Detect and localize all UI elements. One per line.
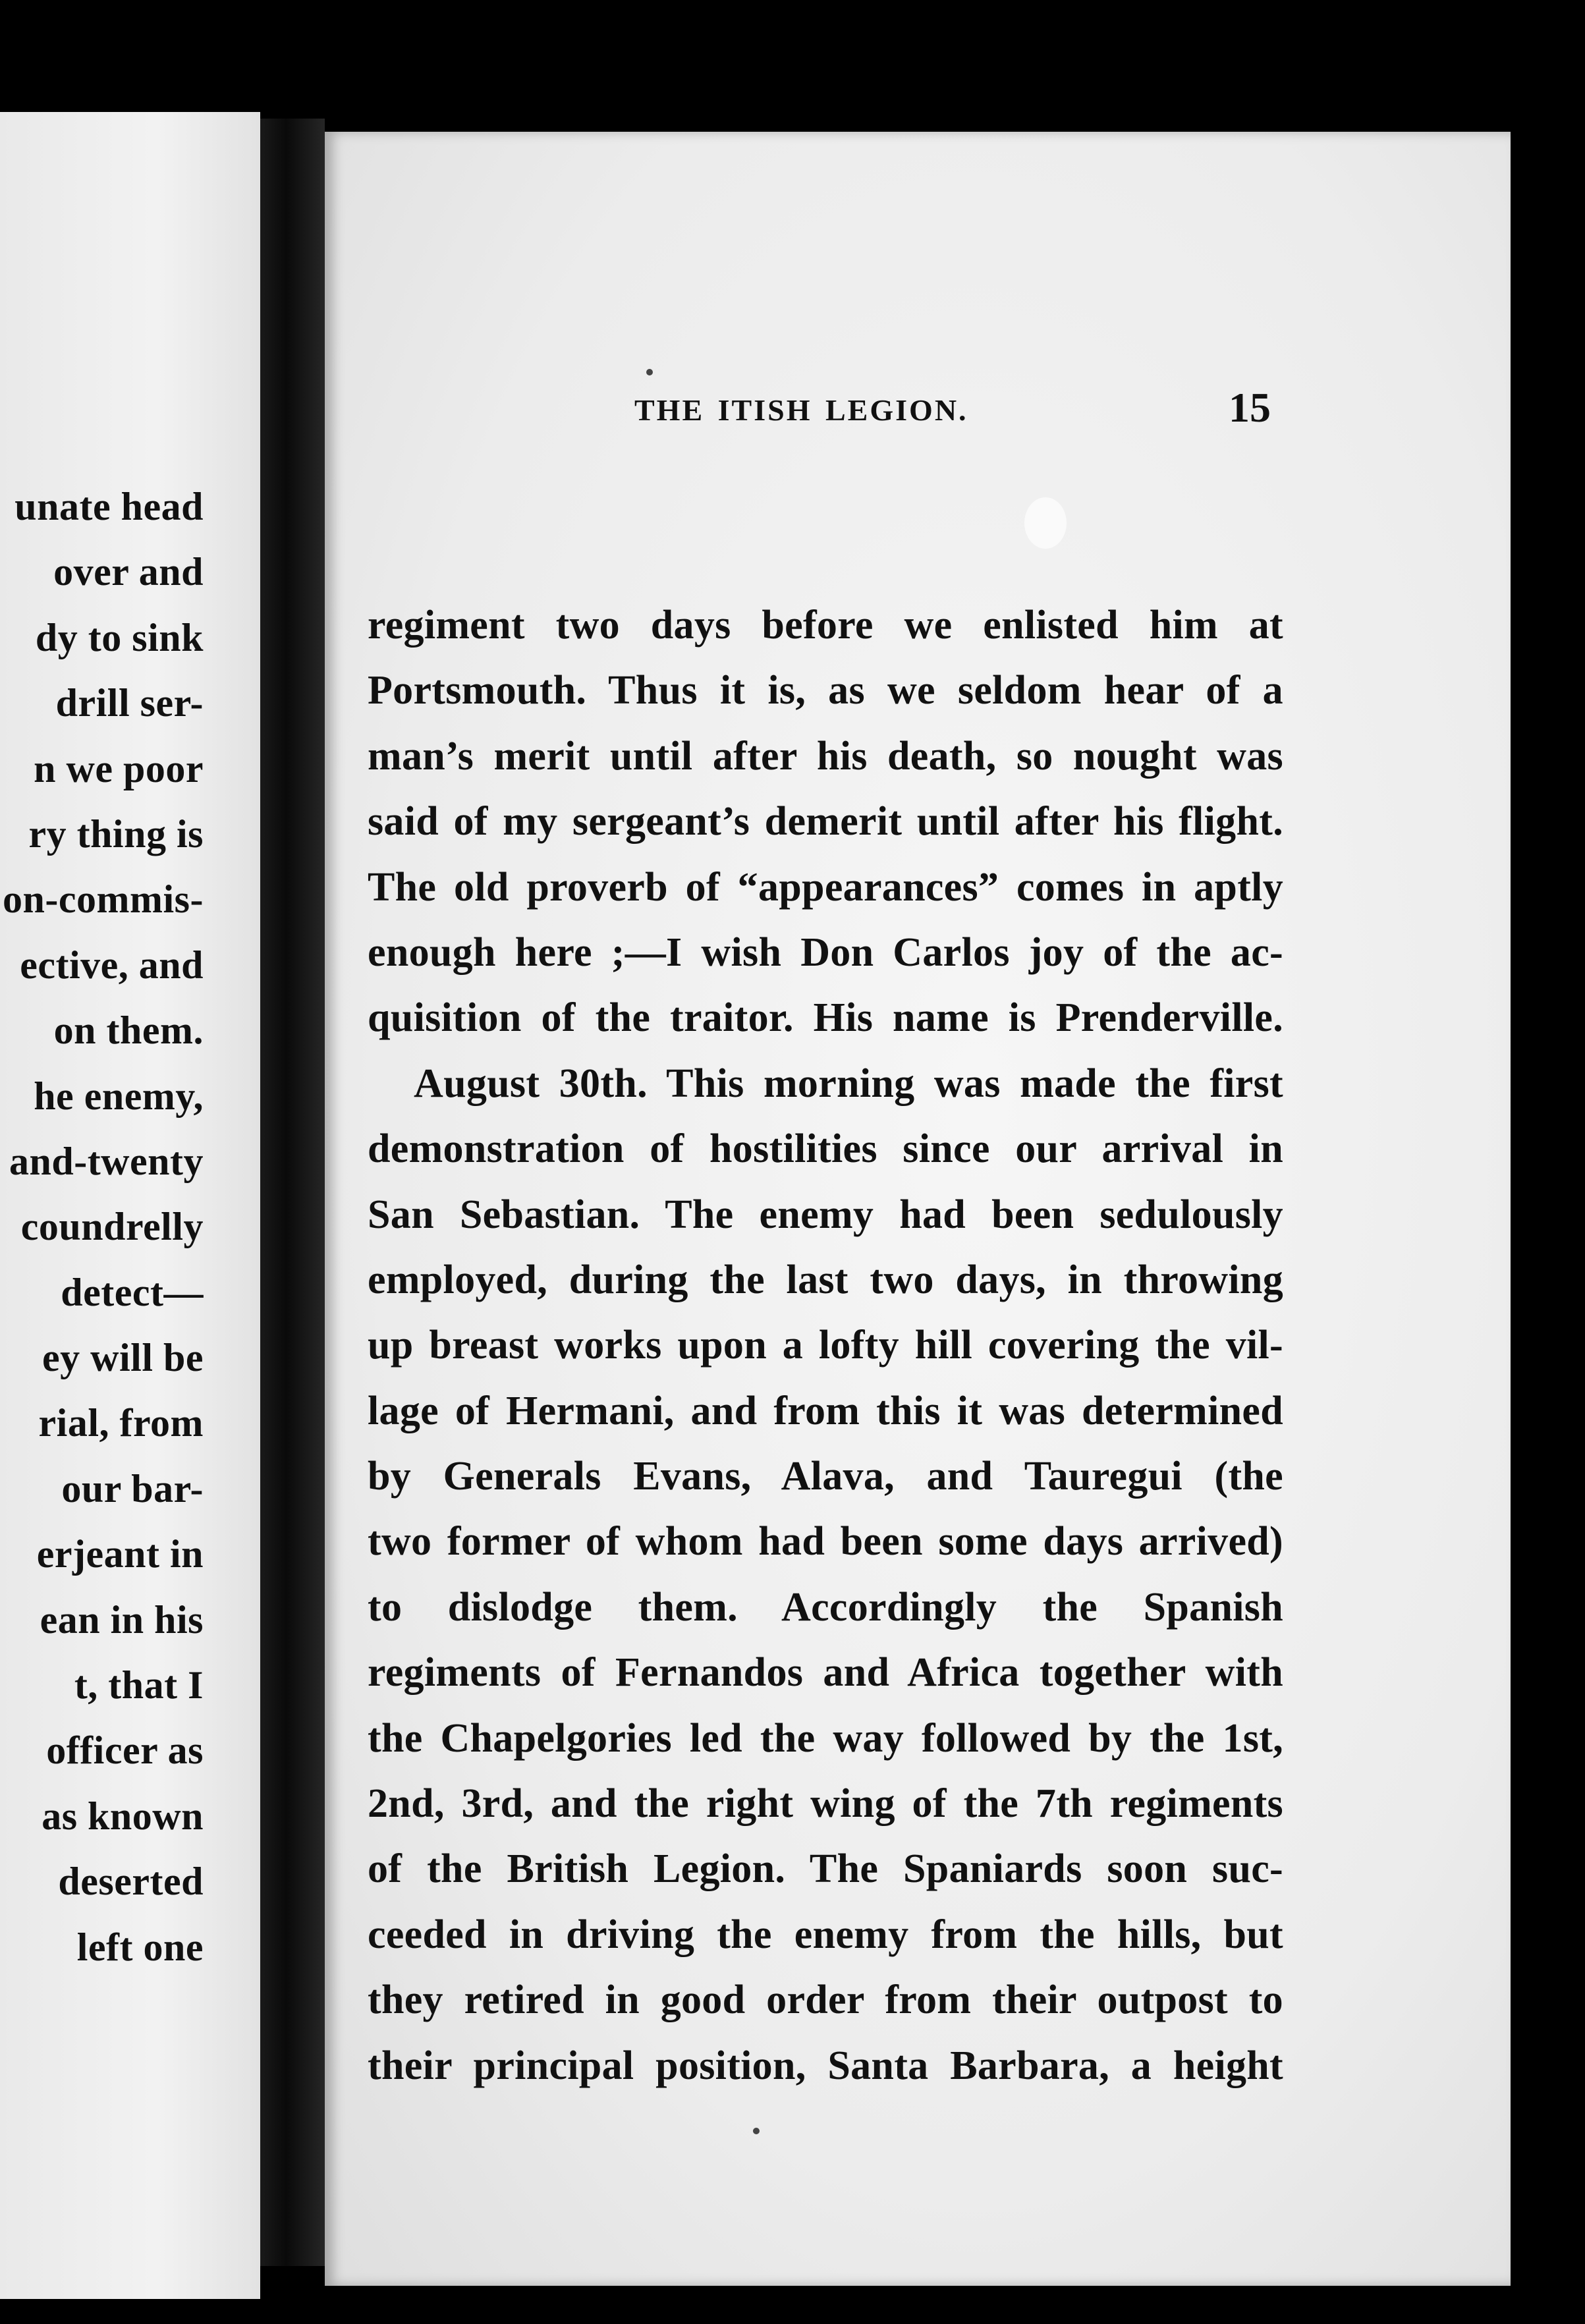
left-line: officer as [46,1729,204,1773]
left-line: ean in his [40,1597,204,1642]
running-head [325,383,1273,436]
text-line: employed, during the last two days, in throwing [368,1257,1283,1302]
text-line: up breast works upon a lofty hill covering the vil- [368,1323,1283,1368]
text-line: by Generals Evans, Alava, and Tauregui (the [368,1454,1283,1499]
running-title: THE ITISH LEGION. [634,393,968,427]
text-line: ceeded in driving the enemy from the hills, but [368,1912,1283,1957]
ink-blot [1024,497,1067,549]
left-line: coundrelly [20,1205,204,1249]
left-line: he enemy, [34,1074,204,1118]
left-line: our bar- [61,1466,204,1510]
book-gutter [260,119,325,2266]
left-line: rial, from [38,1401,204,1445]
left-line: dy to sink [35,615,204,659]
left-line: erjeant in [36,1532,204,1576]
left-line: unate head [14,485,204,528]
left-line: and-twenty [9,1139,204,1183]
text-line: 2nd, 3rd, and the right wing of the 7th regiments [368,1781,1283,1827]
left-line: drill ser- [55,681,204,725]
text-line: man’s merit until after his death, so nought was [368,733,1283,779]
text-line: lage of Hermani, and from this it was determined [368,1388,1283,1433]
text-line: Portsmouth. Thus it is, as we seldom hear of a [368,668,1283,713]
left-line: on-commis- [3,877,204,922]
left-line: ective, and [20,943,204,987]
text-line: their principal position, Santa Barbara, a height [368,2043,1283,2088]
text-line: two former of whom had been some days arrived) [368,1519,1283,1564]
text-line: August 30th. This morning was made the first [414,1061,1283,1106]
previous-page-fragment [0,112,260,2299]
left-line: t, that I [74,1663,204,1707]
text-line: demonstration of hostilities since our arrival in [368,1126,1283,1172]
left-line: deserted [58,1860,204,1904]
left-line: left one [76,1925,204,1969]
text-line: The old proverb of “appearances” comes in aptly [368,864,1283,910]
speck [753,2128,760,2134]
left-line: over and [53,550,204,594]
text-line: said of my sergeant’s demerit until after his flight. [368,799,1283,844]
text-line: quisition of the traitor. His name is Prenderville. [368,995,1283,1041]
text-line: San Sebastian. The enemy had been sedulously [368,1192,1283,1237]
left-line: ry thing is [28,812,204,856]
previous-page-text [0,474,204,1980]
text-line: they retired in good order from their outpost to [368,1978,1283,2023]
text-line: regiments of Fernandos and Africa together with [368,1650,1283,1696]
left-line: n we poor [34,746,204,790]
page [325,132,1511,2286]
left-line: as known [42,1794,204,1838]
page-body [368,593,1283,2099]
text-line: the Chapelgories led the way followed by the 1st, [368,1715,1283,1761]
left-line: ey will be [42,1336,204,1380]
left-line: on them. [53,1009,204,1053]
page-number: 15 [1229,384,1271,431]
text-line: to dislodge them. Accordingly the Spanish [368,1584,1283,1630]
text-line: regiment two days before we enlisted him at [368,603,1283,648]
speck [646,369,653,375]
text-line: of the British Legion. The Spaniards soon suc- [368,1846,1283,1892]
text-line: enough here ;—I wish Don Carlos joy of the ac- [368,929,1283,975]
left-line: detect— [61,1270,204,1314]
scan-border [1511,99,1585,2324]
